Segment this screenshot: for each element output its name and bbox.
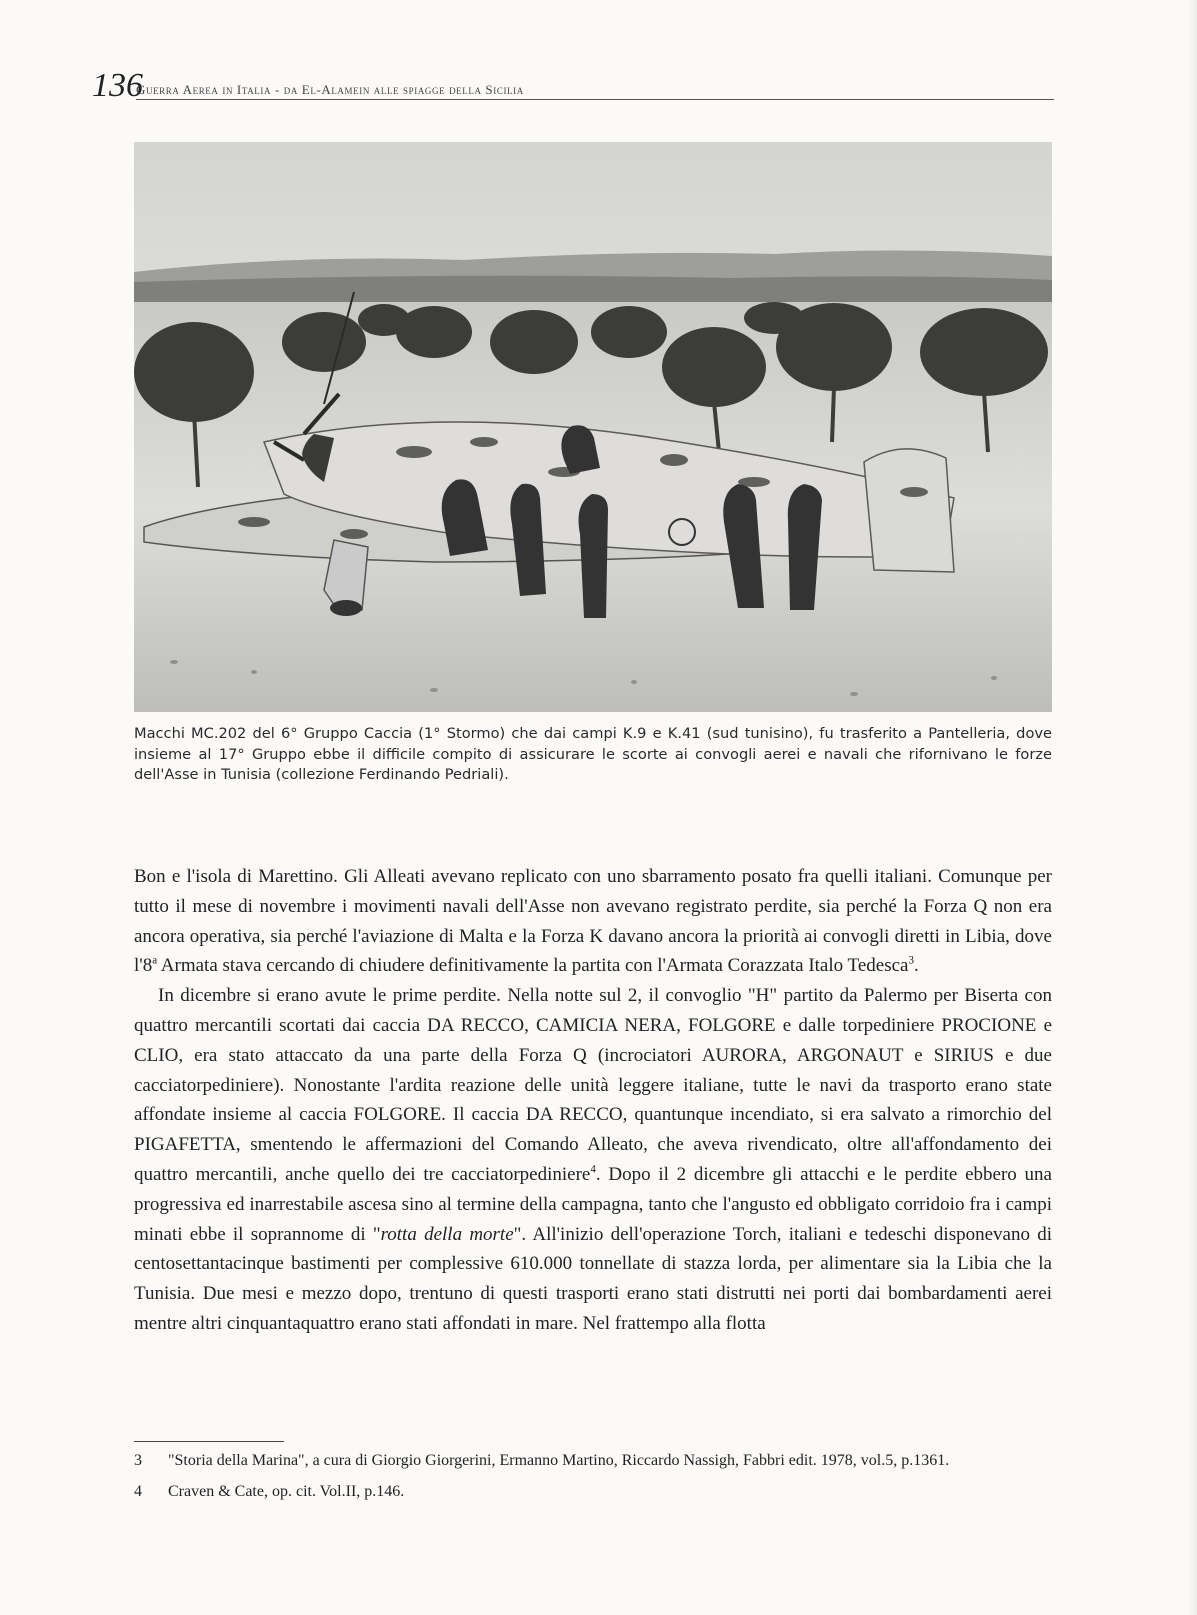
paragraph-1-part-2: Armata stava cercando di chiudere definitivamente la partita con l'Armata Corazzata Italo Tedesca <box>157 955 909 977</box>
paragraph-1 <box>134 862 1052 981</box>
italic-phrase: rotta della morte <box>380 1223 514 1245</box>
footnote-3 <box>134 1449 1052 1472</box>
paragraph-2 <box>134 981 1052 1339</box>
paragraph-1-end: . <box>913 955 919 977</box>
page-edge-shadow <box>1187 0 1197 1615</box>
page-number: 136 <box>92 67 143 104</box>
paragraph-2-part-2: . Dopo il 2 dicembre gli attacchi e le perdite ebbero una progressiva ed inarrestabile ascesa sino al termine della campagna, tanto che l'angusto ed obbligato corridoio fra i campi minati ebbe il soprannome di " <box>134 1163 1052 1245</box>
ordinal-superscript: a <box>152 955 158 968</box>
footnote-number: 4 <box>134 1483 142 1500</box>
footnote-rule <box>134 1441 284 1442</box>
running-head: Guerra Aerea in Italia - da El-Alamein alle spiagge della Sicilia <box>136 82 524 97</box>
footnotes <box>134 1449 1052 1511</box>
footnote-4 <box>134 1480 1052 1503</box>
header-rule <box>136 99 1054 100</box>
paragraph-1-part-1: Bon e l'isola di Marettino. Gli Alleati avevano replicato con uno sbarramento posato fra quelli italiani. Comunque per tutto il mese di novembre i movimenti navali dell'Asse non avevano registrato perdite, sia perché la Forza Q non era ancora operativa, sia perché l'aviazione di Malta e la Forza K davano ancora la priorità ai convogli diretti in Libia, dove l'8 <box>134 866 1052 977</box>
paragraph-2-part-1: In dicembre si erano avute le prime perdite. Nella notte sul 2, il convoglio "H" partito da Palermo per Biserta con quattro mercantili scortati dai caccia DA RECCO, CAMICIA NERA, FOLGORE e dalle torpediniere PROCIONE e CLIO, era stato attaccato da una parte della Forza Q (incrociatori AURORA, ARGONAUT e SIRIUS e due cacciatorpediniere). Nonostante l'ardita reazione delle unità leggere italiane, tutte le navi da trasporto erano state affondate insieme al caccia FOLGORE. Il caccia DA RECCO, quantunque incendiato, si era salvato a rimorchio del PIGAFETTA, smentendo le affermazioni del Comando Alleato, che aveva rivendicato, oltre all'affondamento dei quattro mercantili, anche quello dei tre cacciatorpediniere <box>134 985 1052 1185</box>
photo-macchi-mc202 <box>134 142 1052 712</box>
footnote-ref-4[interactable]: 4 <box>590 1163 596 1176</box>
footnote-number: 3 <box>134 1452 142 1469</box>
page-header <box>92 67 1054 104</box>
footnote-text: Craven & Cate, op. cit. Vol.II, p.146. <box>168 1483 405 1500</box>
footnote-text: "Storia della Marina", a cura di Giorgio Giorgerini, Ermanno Martino, Riccardo Nassigh, Fabbri edit. 1978, vol.5, p.1361. <box>168 1452 950 1469</box>
footnote-ref-3[interactable]: 3 <box>908 955 914 968</box>
paragraph-2-part-3: ". All'inizio dell'operazione Torch, italiani e tedeschi disponevano di centosettantacinque bastimenti per complessive 610.000 tonnellate di stazza lorda, per alimentare sia la Libia che la Tunisia. Due mesi e mezzo dopo, trentuno di questi trasporti erano stati distrutti nei porti dai bombardamenti aerei mentre altri cinquantaquattro erano stati affondati in mare. Nel frattempo alla flotta <box>134 1223 1052 1334</box>
figure-caption: Macchi MC.202 del 6° Gruppo Caccia (1° Stormo) che dai campi K.9 e K.41 (sud tunisino), fu trasferito a Pantelleria, dove insieme al 17° Gruppo ebbe il difficile compito di assicurare le scorte ai convogli aerei e navali che rifornivano le forze dell'Asse in Tunisia (collezione Ferdinando Pedriali). <box>134 725 1052 783</box>
body-text <box>134 862 1052 1339</box>
